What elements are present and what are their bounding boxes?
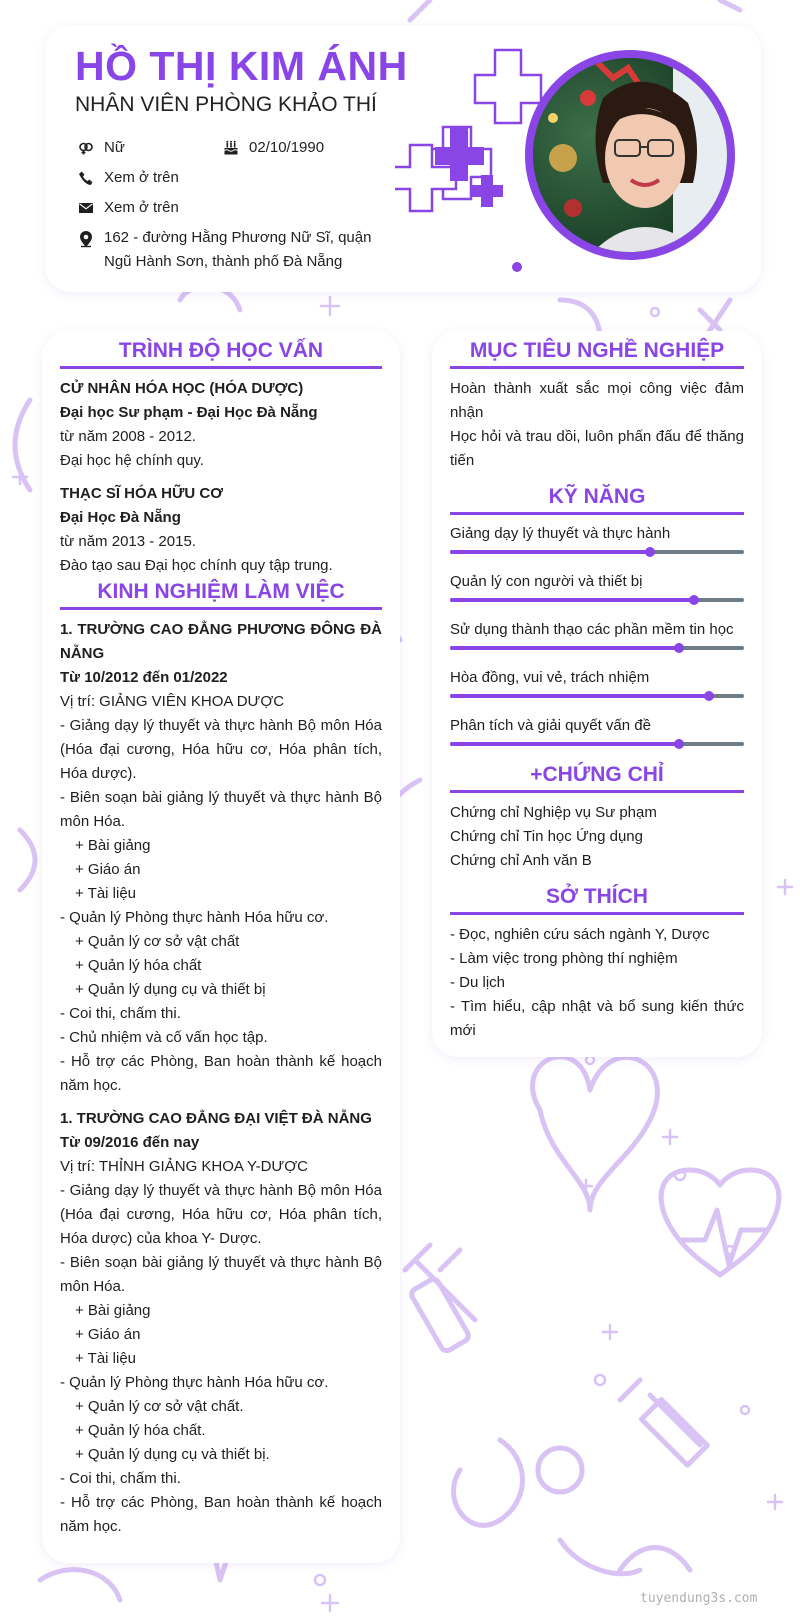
phone-value: Xem ở trên [104, 169, 179, 186]
job-duty: - Hỗ trợ các Phòng, Ban hoàn thành kế hoạch năm học. [60, 1053, 382, 1094]
education-item [60, 482, 382, 578]
job-duty: + Tài liệu [75, 1350, 137, 1367]
skills-list [450, 523, 744, 746]
education-degree: THẠC SĨ HÓA HỮU CƠ [60, 485, 224, 502]
certificate-item: Chứng chỉ Tin học Ứng dụng [450, 828, 643, 845]
job-duty: - Giảng dạy lý thuyết và thực hành Bộ môn Hóa (Hóa đại cương, Hóa hữu cơ, Hóa phân tích, Hóa dược). [60, 717, 382, 782]
left-column-card [42, 331, 400, 1563]
experience-section-title: KINH NGHIỆM LÀM VIỆC [60, 580, 382, 610]
skill-label: Giảng dạy lý thuyết và thực hành [450, 525, 671, 542]
experience-job [60, 618, 382, 1098]
job-position: Vị trí: THỈNH GIẢNG KHOA Y-DƯỢC [60, 1158, 308, 1175]
skill-bar-fill [450, 550, 650, 554]
skill-bar-fill [450, 694, 709, 698]
site-watermark: tuyendung3s.com [640, 1591, 758, 1606]
profile-header-card [45, 25, 761, 292]
objective-section-title: MỤC TIÊU NGHỀ NGHIỆP [450, 339, 744, 369]
skill-bar [450, 598, 744, 602]
job-duty: + Quản lý cơ sở vật chất [75, 933, 240, 950]
job-period: Từ 09/2016 đến nay [60, 1134, 200, 1151]
email-value: Xem ở trên [104, 199, 179, 216]
profile-photo [525, 50, 735, 260]
skill-label: Quản lý con người và thiết bị [450, 573, 643, 590]
job-period: Từ 10/2012 đến 01/2022 [60, 669, 228, 686]
education-section-title: TRÌNH ĐỘ HỌC VẤN [60, 339, 382, 369]
birthday-cake-icon [223, 140, 239, 156]
skill-bar-knob [689, 595, 699, 605]
job-duty: - Quản lý Phòng thực hành Hóa hữu cơ. [60, 909, 329, 926]
email-row [78, 196, 179, 220]
right-column-card [432, 331, 762, 1057]
job-duty: - Biên soạn bài giảng lý thuyết và thực hành Bộ môn Hóa. [60, 1254, 382, 1295]
hobbies-section-title: SỞ THÍCH [450, 885, 744, 915]
skill-label: Hòa đồng, vui vẻ, trách nhiệm [450, 669, 650, 686]
objective-line: Học hỏi và trau dồi, luôn phấn đấu để thăng tiến [450, 428, 744, 469]
skill-item [450, 667, 744, 698]
email-icon [78, 200, 94, 216]
phone-icon [78, 170, 94, 186]
hobby-item: - Làm việc trong phòng thí nghiệm [450, 950, 678, 967]
certificates-section-title: +CHỨNG CHỈ [450, 763, 744, 793]
job-duty: + Quản lý dụng cụ và thiết bị. [75, 1446, 270, 1463]
candidate-name: HỒ THỊ KIM ÁNH [75, 43, 408, 89]
birthday-row [223, 136, 324, 160]
job-duty: + Giáo án [75, 1326, 141, 1343]
birthday-value: 02/10/1990 [249, 139, 325, 156]
education-degree: CỬ NHÂN HÓA HỌC (HÓA DƯỢC) [60, 380, 304, 397]
skill-item [450, 619, 744, 650]
job-duty: + Quản lý hóa chất. [75, 1422, 206, 1439]
skill-bar-fill [450, 742, 679, 746]
education-item [60, 377, 382, 473]
education-period: từ năm 2008 - 2012. [60, 428, 196, 445]
job-duty: - Chủ nhiệm và cố vấn học tập. [60, 1029, 268, 1046]
hobby-item: - Đọc, nghiên cứu sách ngành Y, Dược [450, 926, 710, 943]
job-duty: - Biên soạn bài giảng lý thuyết và thực hành Bộ môn Hóa. [60, 789, 382, 830]
job-company: 1. TRƯỜNG CAO ĐẲNG ĐẠI VIỆT ĐÀ NẴNG [60, 1110, 372, 1127]
job-duty: - Quản lý Phòng thực hành Hóa hữu cơ. [60, 1374, 329, 1391]
skill-item [450, 523, 744, 554]
skill-bar [450, 550, 744, 554]
skill-bar-fill [450, 598, 694, 602]
education-school: Đại học Sư phạm - Đại Học Đà Nẵng [60, 404, 318, 421]
skill-bar-fill [450, 646, 679, 650]
phone-row [78, 166, 179, 190]
job-duty: + Tài liệu [75, 885, 137, 902]
skill-bar [450, 742, 744, 746]
gender-row [78, 136, 125, 160]
location-pin-icon [78, 230, 94, 248]
address-value: 162 - đường Hằng Phương Nữ Sĩ, quận Ngũ Hành Sơn, thành phố Đà Nẵng [104, 229, 372, 270]
job-duty: + Giáo án [75, 861, 141, 878]
education-note: Đào tạo sau Đại học chính quy tập trung. [60, 557, 333, 574]
job-duty: - Hỗ trợ các Phòng, Ban hoàn thành kế hoạch năm học. [60, 1494, 382, 1535]
skill-bar-knob [674, 739, 684, 749]
job-duty: - Giảng dạy lý thuyết và thực hành Bộ môn Hóa (Hóa đại cương, Hóa hữu cơ, Hóa phân tích, Hóa dược) của khoa Y- Dược. [60, 1182, 382, 1247]
hobby-item: - Du lịch [450, 974, 506, 991]
hobby-item: - Tìm hiểu, cập nhật và bổ sung kiến thức mới [450, 998, 744, 1039]
job-title: NHÂN VIÊN PHÒNG KHẢO THÍ [75, 93, 377, 116]
skill-bar-knob [704, 691, 714, 701]
job-duty: + Bài giảng [75, 1302, 151, 1319]
job-duty: + Quản lý cơ sở vật chất. [75, 1398, 244, 1415]
job-duty: + Quản lý hóa chất [75, 957, 202, 974]
skill-item [450, 571, 744, 602]
skill-bar [450, 694, 744, 698]
gender-value: Nữ [104, 139, 125, 156]
job-duty: + Quản lý dụng cụ và thiết bị [75, 981, 266, 998]
skills-section-title: KỸ NĂNG [450, 485, 744, 515]
skill-item [450, 715, 744, 746]
job-duty: + Bài giảng [75, 837, 151, 854]
skill-label: Phân tích và giải quyết vấn đề [450, 717, 651, 734]
job-duty: - Coi thi, chấm thi. [60, 1470, 181, 1487]
skill-label: Sử dụng thành thạo các phần mềm tin học [450, 621, 734, 638]
skill-bar-knob [674, 643, 684, 653]
job-position: Vị trí: GIẢNG VIÊN KHOA DƯỢC [60, 693, 285, 710]
job-duty: - Coi thi, chấm thi. [60, 1005, 181, 1022]
gender-icon [78, 140, 94, 156]
certificate-item: Chứng chỉ Anh văn B [450, 852, 592, 869]
education-note: Đại học hệ chính quy. [60, 452, 204, 469]
education-period: từ năm 2013 - 2015. [60, 533, 196, 550]
address-row [78, 226, 388, 274]
profile-photo-image [533, 58, 727, 252]
skill-bar-knob [645, 547, 655, 557]
experience-job [60, 1107, 382, 1539]
objective-line: Hoàn thành xuất sắc mọi công việc đảm nhận [450, 380, 744, 421]
certificate-item: Chứng chỉ Nghiệp vụ Sư phạm [450, 804, 657, 821]
education-school: Đại Học Đà Nẵng [60, 509, 181, 526]
skill-bar [450, 646, 744, 650]
job-company: 1. TRƯỜNG CAO ĐẲNG PHƯƠNG ĐÔNG ĐÀ NẴNG [60, 621, 382, 662]
